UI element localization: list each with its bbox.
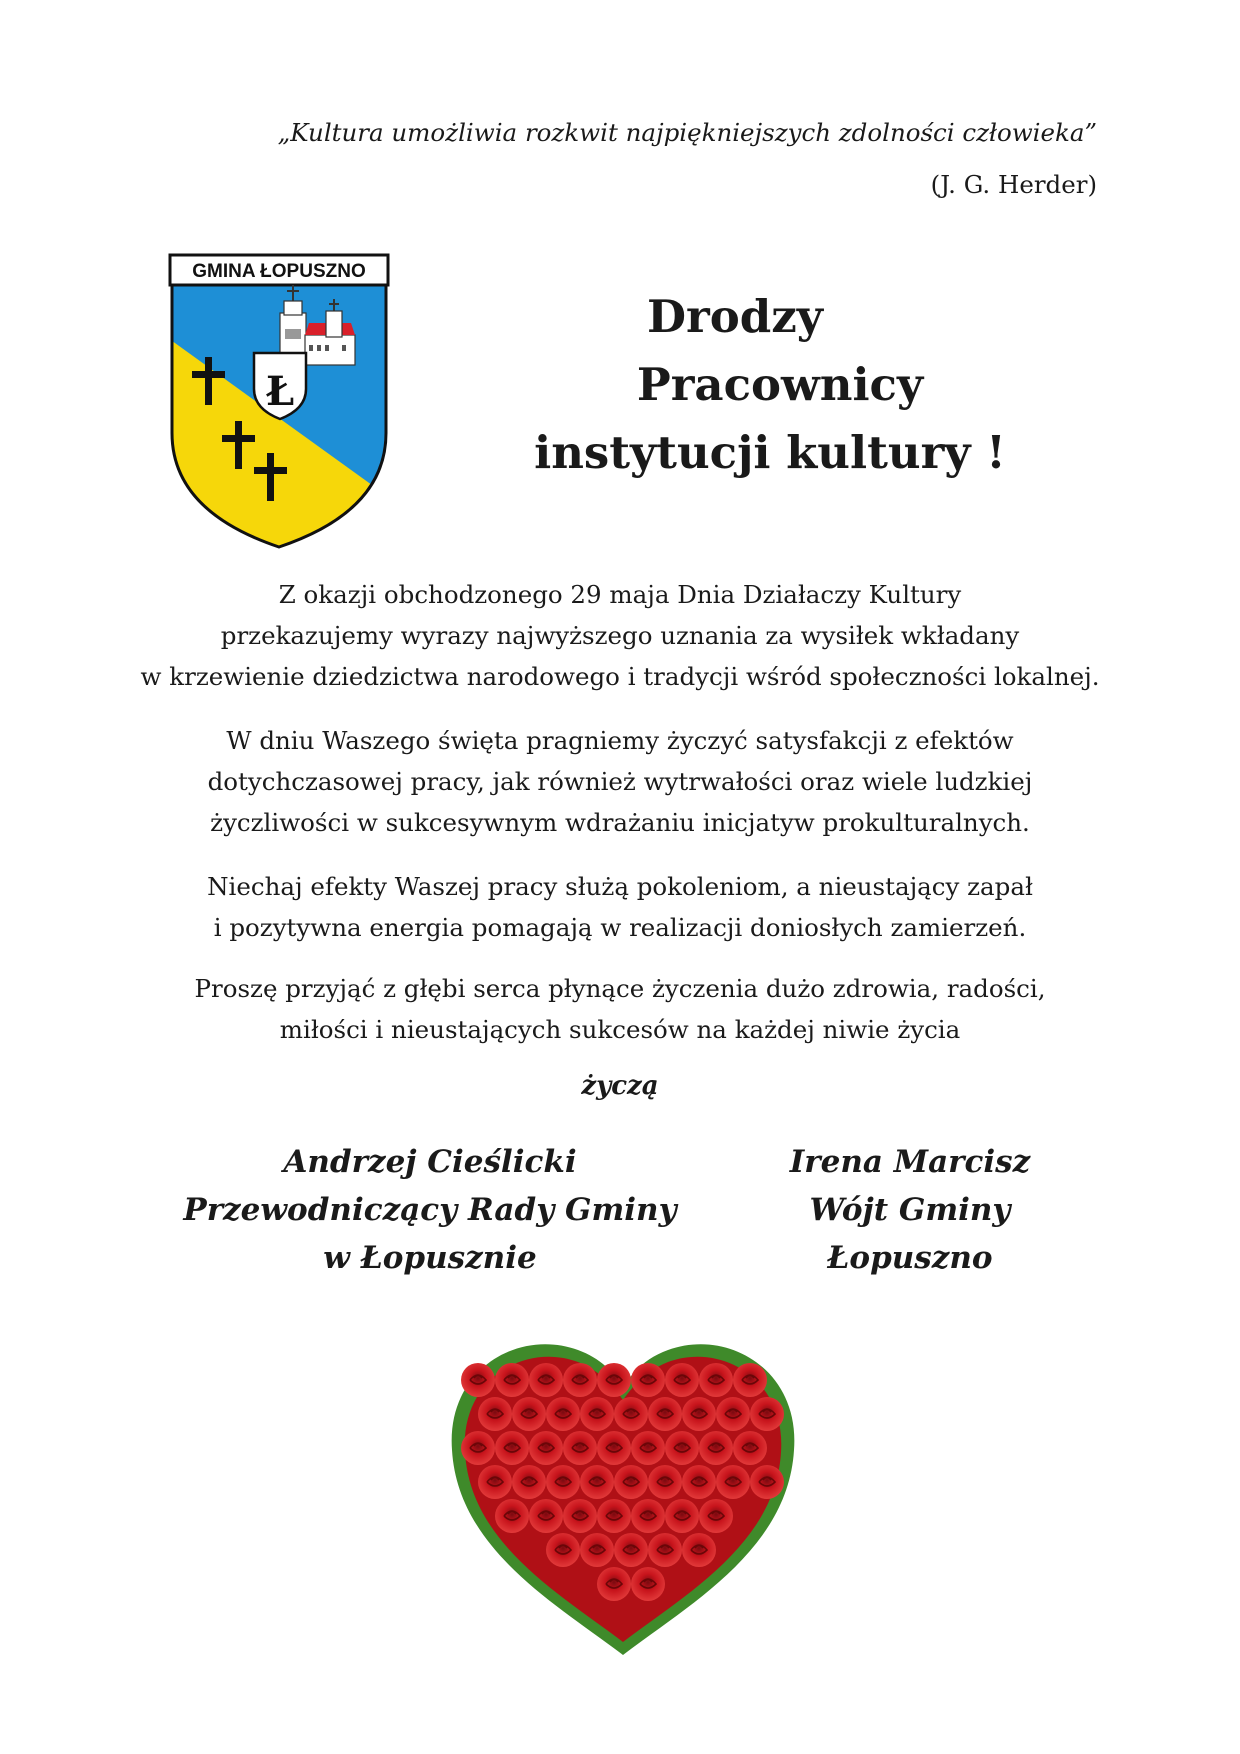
paragraph-line: życzliwości w sukcesywnym wdrażaniu inicjatyw prokulturalnych. [210, 808, 1030, 837]
paragraph-3 [120, 866, 1120, 948]
rose [478, 1397, 512, 1431]
rose [563, 1363, 597, 1397]
rose [716, 1465, 750, 1499]
rose [648, 1397, 682, 1431]
rose [495, 1363, 529, 1397]
rose [665, 1499, 699, 1533]
paragraph-line: miłości i nieustających sukcesów na każdej niwie życia [279, 1015, 961, 1044]
rose [682, 1397, 716, 1431]
paragraph-line: Z okazji obchodzonego 29 maja Dnia Działaczy Kultury [278, 580, 962, 609]
quote-text: „Kultura umożliwia rozkwit najpiękniejszych zdolności człowieka” [277, 118, 1097, 147]
signature-name: Irena Marcisz [789, 1144, 1031, 1180]
signature-title: Wójt Gminy [809, 1192, 1011, 1228]
paragraph-1 [120, 574, 1120, 697]
rose [546, 1533, 580, 1567]
signature-name: Andrzej Cieślicki [283, 1144, 577, 1180]
rose [597, 1567, 631, 1601]
greeting-line-3: instytucji kultury ! [534, 426, 1006, 479]
rose [699, 1363, 733, 1397]
signature-title: Przewodniczący Rady Gminy [183, 1192, 677, 1228]
rose [597, 1499, 631, 1533]
closing-text: życzą [581, 1071, 659, 1101]
greeting-line-2: Pracownicy [636, 358, 924, 411]
rose [750, 1397, 784, 1431]
rose [580, 1465, 614, 1499]
rose [563, 1431, 597, 1465]
quote-author: (J. G. Herder) [930, 170, 1097, 199]
paragraph-2 [120, 720, 1120, 843]
rose [580, 1397, 614, 1431]
paragraph-line: Niechaj efekty Waszej pracy służą pokoleniom, a nieustający zapał [207, 872, 1033, 901]
paragraph-4 [120, 968, 1120, 1050]
rose [665, 1431, 699, 1465]
rose [529, 1499, 563, 1533]
crest-monogram: Ł [265, 368, 295, 415]
greeting-line-1: Drodzy [647, 290, 823, 343]
signature-right [760, 1138, 1060, 1282]
rose [682, 1465, 716, 1499]
rose [529, 1363, 563, 1397]
greeting-heading [520, 283, 1040, 487]
rose [614, 1533, 648, 1567]
rose [529, 1431, 563, 1465]
signature-left [170, 1138, 690, 1282]
rose [631, 1567, 665, 1601]
rose [546, 1397, 580, 1431]
rose [597, 1431, 631, 1465]
rose [512, 1397, 546, 1431]
gmina-crest-logo [168, 253, 390, 549]
rose [546, 1465, 580, 1499]
paragraph-line: Proszę przyjąć z głębi serca płynące życzenia dużo zdrowia, radości, [194, 974, 1046, 1003]
rose [631, 1431, 665, 1465]
signature-place: w Łopusznie [323, 1240, 537, 1276]
rose [648, 1533, 682, 1567]
rose [699, 1431, 733, 1465]
rose [512, 1465, 546, 1499]
paragraph-line: dotychczasowej pracy, jak również wytrwałości oraz wiele ludzkiej [207, 767, 1033, 796]
rose [461, 1363, 495, 1397]
rose [716, 1397, 750, 1431]
rose [597, 1363, 631, 1397]
rose [461, 1431, 495, 1465]
rose [614, 1465, 648, 1499]
rose [682, 1533, 716, 1567]
rose [614, 1397, 648, 1431]
rose [563, 1499, 597, 1533]
rose [665, 1363, 699, 1397]
rose [495, 1499, 529, 1533]
rose [733, 1363, 767, 1397]
rose [580, 1533, 614, 1567]
paragraph-line: i pozytywna energia pomagają w realizacji doniosłych zamierzeń. [213, 913, 1027, 942]
paragraph-line: W dniu Waszego święta pragniemy życzyć satysfakcji z efektów [226, 726, 1014, 755]
rose-heart-icon [438, 1320, 808, 1660]
rose [631, 1363, 665, 1397]
rose [699, 1499, 733, 1533]
rose [733, 1431, 767, 1465]
crest-title: GMINA ŁOPUSZNO [192, 261, 366, 282]
paragraph-line: przekazujemy wyrazy najwyższego uznania za wysiłek wkładany [220, 621, 1020, 650]
rose [750, 1465, 784, 1499]
rose [648, 1465, 682, 1499]
rose [478, 1465, 512, 1499]
signature-place: Łopuszno [827, 1240, 993, 1276]
rose [495, 1431, 529, 1465]
rose [631, 1499, 665, 1533]
paragraph-line: w krzewienie dziedzictwa narodowego i tradycji wśród społeczności lokalnej. [140, 662, 1100, 691]
